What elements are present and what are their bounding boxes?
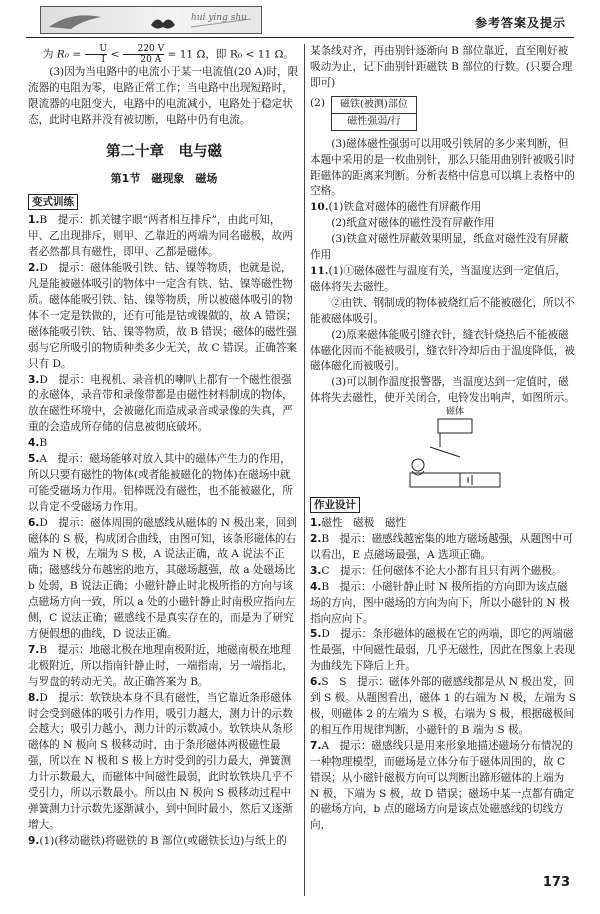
answer-item: 6.D 提示：磁体周围的磁感线从磁体的 N 极出来，回到磁体的 S 极，构成闭合曲线，由图可知，该条形磁体的右端为 N 极，左端为 S 极，A 说法正确，故 A 说法不正确；磁感线分布越密的地方，其磁场越强，故 a 处磁场比 b 处弱，B 说法正确；小磁针静止时北极所指的方向与该点磁场方向一致，所以 a 处的小磁针静止时南极应指向左侧，C 说法正确；磁感线不是真实存在的，而是为了研究方便假想的曲线，D 说法正确。 <box>28 516 297 640</box>
homework-item: 7.A 提示：磁感线只是用来形象地描述磁场分布情况的一种物理模型，而磁场是立体分布于磁体周围的，故 C 错误；从小磁针磁极方向可以判断出蹄形磁体的上端为 N 极，下端为 S 极，故 D 错误；磁场中某一点都有确定的磁场方向，b 点的磁场方向是该点处磁感线的切线方向， <box>310 739 575 832</box>
homework-list <box>310 516 576 834</box>
table-cell: 磁性强弱/行 <box>332 113 417 130</box>
homework-item: 6.S S 提示：磁体外部的磁感线都是从 N 极出发，回到 S 极。从题图看出，磁体 1 的右端为 N 极，左端为 S 极，则磁体 2 的左端为 S 极，右端为 S 极，根据磁极间的相互作用规律判断，小磁针的 B 端为 S 极。 <box>310 676 576 736</box>
answer-11-part: (2)原来磁体能吸引缝衣针，缝衣针烧热后不能被磁体磁化因而不能被吸引，缝衣针冷却后由于温度降低，被磁体磁化而被吸引。 <box>310 328 575 373</box>
answer-item: 3.D 提示：电视机、录音机的喇叭上都有一个磁性很强的永磁体，录音带和录像带都是由磁性材料制成的物体，放在磁性环境中，会被磁化而造成录音或录像的失真，严重的会造成所存储的信息被彻底破坏。 <box>28 373 293 434</box>
homework-item: 3.C 提示：任何磁体不论大小都有且只有两个磁极。 <box>310 564 563 577</box>
section-tag-practice: 变式训练 <box>28 194 78 210</box>
fraction-values: $\frac{220 V}{20 A}$ <box>123 44 164 65</box>
answer-item: 7.B 提示：地磁北极在地理南极附近，地磁南极在地理北极附近，所以指南针静止时，一端指南，另一端指北，与罗盘的转动无关。故正确答案为 B。 <box>28 643 293 688</box>
answer-11-part: (3)可以制作温度报警器，当温度达到一定值时，磁体将失去磁性，使开关闭合，电铃发出响声，如图所示。 <box>310 376 575 405</box>
header-rule <box>26 37 574 38</box>
chapter-title: 第二十章 电与磁 <box>106 143 222 160</box>
section-title: 第1节 磁现象 磁场 <box>110 171 218 185</box>
answer-9-part3: (3)磁体磁性强弱可以用吸引铁屑的多少来判断，但本题中采用的是一枚曲别针，那么只能用曲别针被吸引时距磁体的距离来判断。分析表格中信息可以填上表格中的空格。 <box>310 137 575 198</box>
answer-10-part: (2)纸盒对磁体的磁性没有屏蔽作用 <box>331 217 495 230</box>
banner-text: hui ying shu <box>191 13 247 23</box>
answer-item: 2.D 提示：磁体能吸引铁、钴、镍等物质，也就是说，凡是能被磁体吸引的物体中一定含有铁、钴、镍等磁性物质。磁体能吸引铁、钴、镍等物质，所以被磁体吸引的物体不一定是铁做的，还有可能是钴或镍做的，故 A 错误；磁体能吸引铁、钴、镍等物质，故 B 错误；磁体的磁性强弱与它所吸引的物质种类多少无关，故 C 错误。正确答案只有 D。 <box>28 262 298 370</box>
answer-list <box>28 213 300 849</box>
answer-10: 10.(1)铁盒对磁体的磁性有屏蔽作用 <box>310 201 482 214</box>
answer-9-continued: 某条线对齐，再由别针逐渐向 B 部位靠近，直至刚好被吸动为止，记下曲别针距磁铁 B 部位的行数。(只要合理即可) <box>310 45 573 89</box>
figure-label: 磁体 <box>446 407 465 418</box>
homework-item: 5.D 提示：条形磁体的磁极在它的两端，即它的两端磁性最强，中间磁性最弱，几乎无磁性，因此在图象上表现为曲线先下降后上升。 <box>310 628 575 673</box>
answer-10-part: (3)铁盒对磁性屏蔽效果明显，纸盒对磁性没有屏蔽作用 <box>310 233 569 262</box>
left-column <box>28 44 300 850</box>
circuit-diagram <box>390 411 510 491</box>
fraction-u-i: $\frac{U}{I}$ <box>85 44 107 65</box>
header-title: 参考答案及提示 <box>474 16 566 30</box>
answer-item: 9.(1)(移动磁铁)将磁铁的 B 部位(或磁铁长边)与纸上的 <box>28 834 287 847</box>
alarm-figure <box>390 407 510 491</box>
answer-11: 11.(1)①磁体磁性与温度有关，当温度达到一定值后，磁体将失去磁性。 <box>310 264 566 293</box>
answer-item: 1.B 提示：抓关键字眼“两者相互排斥”，由此可知，甲、乙出现排斥，则甲、乙靠近的两端为同名磁极，故两者必然都具有磁性，即甲、乙都是磁体。 <box>28 214 293 259</box>
homework-item: 1.磁性 磁极 磁性 <box>310 517 407 530</box>
homework-item: 4.B 提示：小磁针静止时 N 极所指的方向即为该点磁场的方向，图中磁场的方向为向下，所以小磁针的 N 极指向应向下。 <box>310 580 570 625</box>
homework-item: 2.B 提示：磁感线越密集的地方磁场越强，从题图中可以看出，E 点磁场最强，A 选项正确。 <box>310 533 573 561</box>
previous-answer-3: (3)因为当电路中的电流小于某一电流值(20 A)时，限流器的电阻为零，电路正常工作；当电路中出现短路时，限流器的电阻变大，电路中的电流减小，电路处于稳定状态，此时电路并没有被切断，电路中仍有电流。 <box>28 66 299 126</box>
answer-item: 4.B <box>28 437 48 450</box>
table-cell: 磁铁(被测)部位 <box>332 96 417 113</box>
section-tag-homework: 作业设计 <box>310 497 360 513</box>
page-number: 173 <box>542 875 570 890</box>
page-header <box>0 0 600 40</box>
answer-item: 5.A 提示：磁场能够对放入其中的磁体产生力的作用，所以只要有磁性的物体(或者能被磁化的物体)在磁场中就可能受磁场力作用。铝棒既没有磁性，也不能被磁化，所以肯定不受磁场力作用。 <box>28 453 293 513</box>
header-banner <box>40 6 262 34</box>
right-column <box>310 44 576 834</box>
answer-9-table: (2) 磁铁(被测)部位 磁性强弱/行 <box>310 96 576 131</box>
formula-line: 为 R₀ = $\frac{U}{I}$ < $\frac{220 V}{20 A}$ = 11 Ω，即 R₀ < 11 Ω。 <box>42 44 294 65</box>
answer-11-part: ②由铁、钢制成的物体被烧红后不能被磁化，所以不能被磁体吸引。 <box>310 296 575 325</box>
answer-item: 8.D 提示：软铁块本身不具有磁性，当它靠近条形磁体时会受到磁体的吸引力作用，吸引力越大，测力计的示数会越大；吸引力越小，测力计的示数减小。软铁块从条形磁体的 N 极向 S 极移动时，由于条形磁体两极磁性最强，所以在 N 极和 S 极上方时受到的引力最大，弹簧测力计示数最大，而磁体中间磁性最弱，此时软铁块几乎不受引力，所以示数最小。所以由 N 极向 S 极移动过程中弹簧测力计示数先逐渐减小，到中间时最小，然后又逐渐增大。 <box>28 691 293 831</box>
magnet-table <box>331 96 417 131</box>
column-divider <box>304 44 305 896</box>
